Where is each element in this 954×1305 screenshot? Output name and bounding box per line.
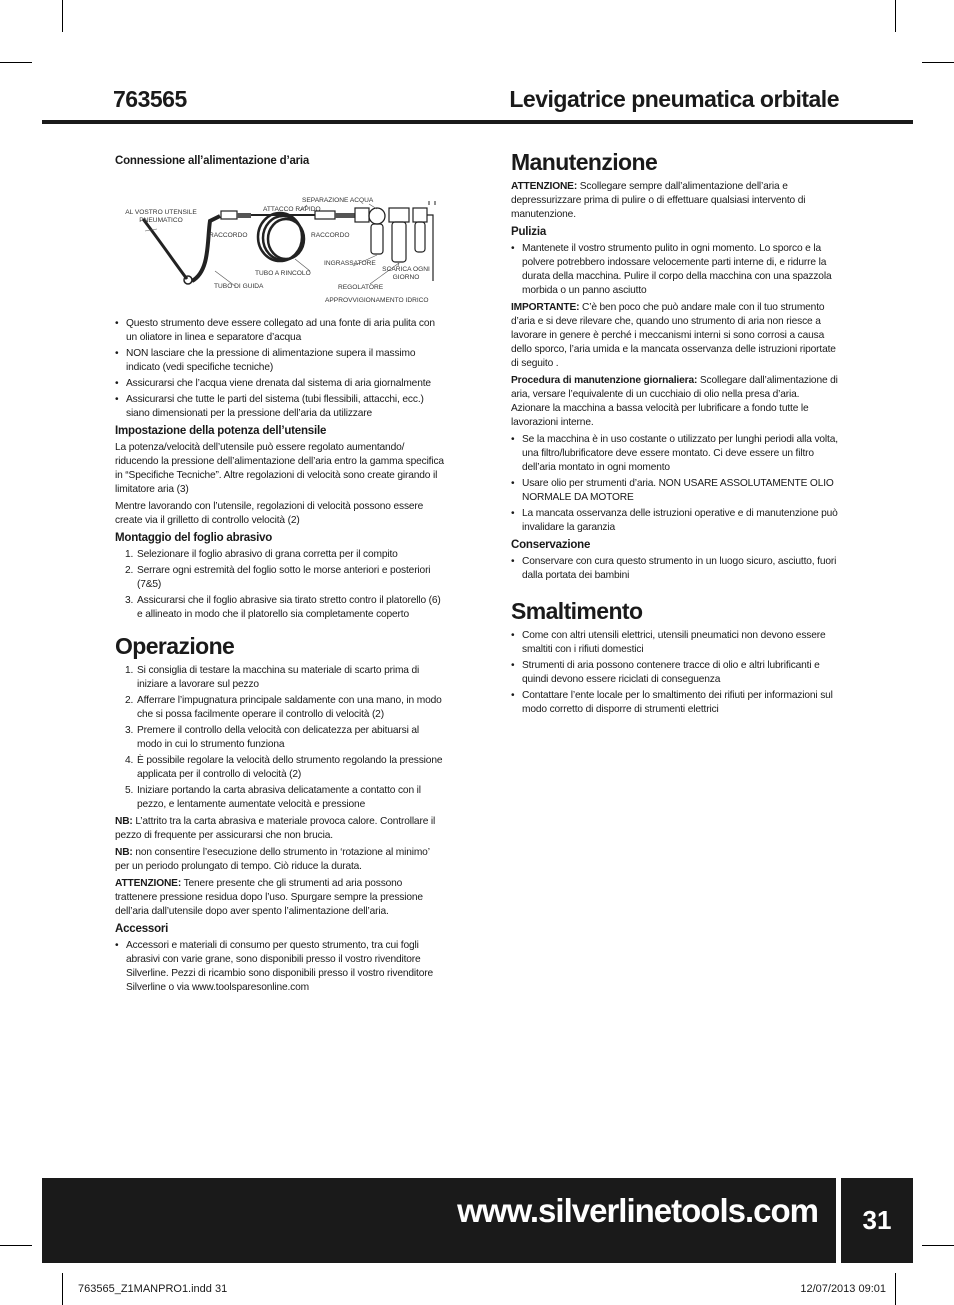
step-number: 1.: [125, 665, 134, 676]
page-title: Levigatrice pneumatica orbitale: [509, 86, 839, 112]
daily-label: Procedura di manutenzione giornaliera:: [511, 375, 698, 386]
list-item: [115, 564, 445, 592]
website-link[interactable]: www.silverlinetools.com: [457, 1192, 818, 1229]
operation-title: Operazione: [115, 633, 235, 659]
maintenance-warning: [511, 180, 839, 222]
step-text: Assicurarsi che il foglio abrasive sia tirato stretto contro il platorello (6) e allineato in modo che il platorello sia completamente coperto: [137, 595, 441, 620]
storage-bullets: [511, 555, 839, 583]
step-number: 2.: [125, 565, 134, 576]
warning-note: [115, 877, 445, 919]
list-item: • Accessori e materiali di consumo per questo strumento, tra cui fogli abrasivi con varie grane, sono disponibili presso il vostro rivenditore Silverline. Pezzi di ricambio sono disponibili presso il vostro rivenditore Silverline o via www.toolsparesonline.com: [115, 939, 445, 995]
step-number: 1.: [125, 549, 134, 560]
note-1: [115, 815, 445, 843]
warning-text: Tenere presente che gli strumenti ad aria possono trattenere pressione residua dopo l’uso. Spurgare sempre la pressione dell’aria dall’utensile dopo aver spento l’alimentazione dell’aria.: [115, 878, 423, 917]
step-text: Si consiglia di testare la macchina su materiale di scarto prima di iniziare a lavorare sul pezzo: [137, 665, 420, 690]
connection-bullets: [115, 317, 445, 421]
list-item: • Assicurarsi che tutte le parti del sistema (tubi flessibili, attacchi, ecc.) siano dimensionati per la pressione dell’aria da utilizzare: [115, 393, 445, 421]
disposal-title: Smaltimento: [511, 598, 643, 624]
crop-mark: [0, 1245, 32, 1246]
label-regulator: REGOLATORE: [338, 284, 384, 291]
label-to-tool: AL VOSTRO UTENSILE PNEUMATICO: [125, 209, 197, 224]
disposal-bullets: [511, 629, 839, 717]
daily-procedure: [511, 374, 839, 430]
crop-mark: [62, 0, 63, 32]
daily-bullets: [511, 433, 839, 535]
power-title: Impostazione della potenza dell’utensile: [115, 425, 327, 437]
header-rule: [42, 120, 913, 124]
list-item: • NON lasciare che la pressione di alimentazione supera il massimo indicato (vedi specifiche tecniche): [115, 347, 445, 375]
list-item: [115, 664, 445, 692]
accessories-bullets: [115, 939, 445, 995]
label-guide-hose: TUBO DI GUIDA: [214, 283, 264, 290]
note-text: non consentire l’esecuzione dello strumento in ‘rotazione al minimo’ per un periodo prolungato di tempo. Ciò riduce la durata.: [115, 847, 430, 872]
note-text: L’attrito tra la carta abrasiva e materiale provoca calore. Controllare il pezzo di frequente per assicurarsi che non brucia.: [115, 816, 436, 841]
list-item: • Mantenete il vostro strumento pulito in ogni momento. Lo sporco e la polvere potrebbero indossare velocemente parti interne di, e ridurre la durata della macchina. Pulire il corpo della macchina con una spazzola morbida o un panno asciutto: [511, 242, 839, 298]
list-item: [115, 784, 445, 812]
list-item: • Conservare con cura questo strumento in un luogo sicuro, asciutto, fuori dalla portata dei bambini: [511, 555, 839, 583]
label-quick-coupling: ATTACCO RAPIDO: [263, 206, 321, 213]
step-text: È possibile regolare la velocità dello strumento regolando la pressione applicata per il controllo di velocità (2): [137, 755, 443, 780]
crop-mark: [922, 1245, 954, 1246]
cleaning-bullets: [511, 242, 839, 298]
mount-steps: [115, 548, 445, 622]
crop-mark: [895, 1273, 896, 1305]
label-lubricator: INGRASSATORE: [324, 260, 376, 267]
crop-mark: [922, 62, 954, 63]
label-fitting-right: RACCORDO: [311, 232, 350, 239]
note-label: NB:: [115, 847, 133, 858]
label-water-separation: SEPARAZIONE ACQUA: [302, 197, 374, 204]
label-fitting-left: RACCORDO: [209, 232, 248, 239]
warning-label: ATTENZIONE:: [511, 181, 578, 192]
accessories-title: Accessori: [115, 923, 169, 935]
list-item: [115, 548, 445, 562]
connection-title: Connessione all’alimentazione d’aria: [115, 155, 310, 167]
step-number: 5.: [125, 785, 134, 796]
step-text: Afferrare l’impugnatura principale saldamente con una mano, in modo che si possa facilmente operare il controllo di velocità (2): [137, 695, 442, 720]
list-item: • Assicurarsi che l’acqua viene drenata dal sistema di aria giornalmente: [115, 377, 445, 391]
page-number: 31: [841, 1178, 913, 1263]
left-column: [115, 152, 445, 998]
air-supply-illustration: [115, 171, 445, 309]
mount-title: Montaggio del foglio abrasivo: [115, 532, 273, 544]
cleaning-title: Pulizia: [511, 226, 547, 238]
crop-mark: [0, 62, 32, 63]
date-slug: 12/07/2013 09:01: [800, 1283, 886, 1295]
step-number: 3.: [125, 595, 134, 606]
step-number: 2.: [125, 695, 134, 706]
note-2: [115, 846, 445, 874]
important-text: C’è ben poco che può andare male con il tuo strumento d’aria e si deve rilevare che, quando uno strumento di aria non riesce a lavorare in genere è perché i meccanismi interni si sono corrosi a causa dello sporco, l’aria umida e la mancata osservanza delle istruzioni riportate di seguito .: [511, 302, 836, 369]
list-item: [115, 594, 445, 622]
right-column: [511, 140, 839, 720]
footer-bar: [42, 1178, 836, 1263]
storage-title: Conservazione: [511, 539, 591, 551]
step-number: 4.: [125, 755, 134, 766]
note-label: NB:: [115, 816, 133, 827]
label-daily-drain: SCARICA OGNI GIORNO: [382, 266, 430, 281]
step-text: Premere il controllo della velocità con delicatezza per abituarsi al modo in cui lo strumento funziona: [137, 725, 419, 750]
crop-mark: [62, 1273, 63, 1305]
important-label: IMPORTANTE:: [511, 302, 580, 313]
daily-text: Scollegare dall’alimentazione di aria, versare l’equivalente di un cucchiaio di olio nella presa d’aria. Azionare la macchina a bassa velocità per lubrificare a fondo tutte le lavorazioni interne.: [511, 375, 838, 428]
air-supply-diagram: [115, 171, 445, 309]
file-slug: 763565_Z1MANPRO1.indd 31: [78, 1283, 228, 1295]
step-text: Selezionare il foglio abrasivo di grana corretta per il compito: [137, 549, 398, 560]
list-item: [115, 724, 445, 752]
list-item: • Contattare l’ente locale per lo smaltimento dei rifiuti per informazioni sul modo corretto di disporre di strumenti elettrici: [511, 689, 839, 717]
maintenance-title: Manutenzione: [511, 149, 658, 175]
operation-steps: [115, 664, 445, 812]
warning-text: Scollegare sempre dall’alimentazione dell’aria e depressurizzare prima di pulire o di effettuare qualsiasi intervento di manutenzione.: [511, 181, 806, 220]
list-item: • Questo strumento deve essere collegato ad una fonte di aria pulita con un oliatore in linea e separatore d’acqua: [115, 317, 445, 345]
crop-mark: [895, 0, 896, 32]
product-code: 763565: [113, 86, 187, 112]
list-item: • La mancata osservanza delle istruzioni operative e di manutenzione può invalidare la garanzia: [511, 507, 839, 535]
power-paragraph-2: Mentre lavorando con l’utensile, regolazioni di velocità possono essere create via il grilletto di controllo velocità (2): [115, 501, 424, 526]
power-paragraph-1: La potenza/velocità dell’utensile può essere regolato aumentando/ riducendo la pressione dell’alimentazione dell’aria entro la gamma specifica in “Specifiche Tecniche”. Altre regolazioni di velocità sono create girando il limitatore aria (3): [115, 442, 444, 495]
important-note: [511, 301, 839, 371]
list-item: • Come con altri utensili elettrici, utensili pneumatici non devono essere smaltiti con i rifiuti domestici: [511, 629, 839, 657]
list-item: [115, 754, 445, 782]
step-number: 3.: [125, 725, 134, 736]
label-supply: APPROVVIGIONAMENTO IDRICO: [325, 297, 429, 304]
warning-label: ATTENZIONE:: [115, 878, 182, 889]
list-item: • Usare olio per strumenti d’aria. NON USARE ASSOLUTAMENTE OLIO NORMALE DA MOTORE: [511, 477, 839, 505]
label-coil-hose: TUBO A RINCOLO: [255, 270, 311, 277]
step-text: Serrare ogni estremità del foglio sotto le morse anteriori e posteriori (7&5): [137, 565, 431, 590]
step-text: Iniziare portando la carta abrasiva delicatamente a contatto con il pezzo, e lentamente aumentate velocità e pressione: [137, 785, 421, 810]
list-item: [115, 694, 445, 722]
list-item: • Se la macchina è in uso costante o utilizzato per lunghi periodi alla volta, una filtro/lubrificatore deve essere montato. Ci deve essere un filtro dell’aria montato in ogni momento: [511, 433, 839, 475]
list-item: • Strumenti di aria possono contenere tracce di olio e altri lubrificanti e quindi devono essere riciclati di conseguenza: [511, 659, 839, 687]
